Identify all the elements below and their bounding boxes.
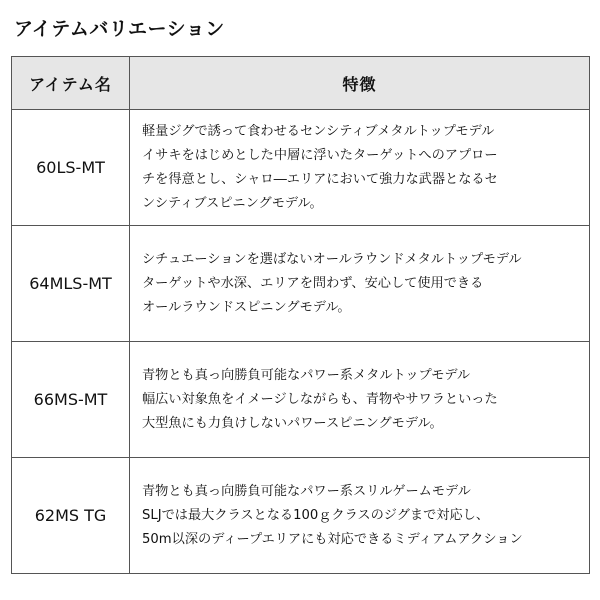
feature-line: 軽量ジグで誘って食わせるセンシティブメタルトップモデル xyxy=(142,123,495,139)
feature-cell xyxy=(130,342,590,458)
item-name-cell: 66MS-MT xyxy=(12,342,130,458)
feature-cell xyxy=(130,226,590,342)
feature-line: 幅広い対象魚をイメージしながらも、青物やサワラといった xyxy=(142,391,498,407)
item-name-cell: 60LS-MT xyxy=(12,110,130,226)
page-title: アイテムバリエーション xyxy=(14,18,225,40)
item-name-cell: 62MS TG xyxy=(12,458,130,574)
header-row xyxy=(12,57,590,110)
table-row xyxy=(12,110,590,226)
feature-line: 青物とも真っ向勝負可能なパワー系メタルトップモデル xyxy=(142,367,471,383)
feature-line: 青物とも真っ向勝負可能なパワー系スリルゲームモデル xyxy=(142,483,471,499)
feature-line: ンシティブスピニングモデル。 xyxy=(142,195,323,211)
table-row xyxy=(12,342,590,458)
feature-line: 50m以深のディープエリアにも対応できるミディアムアクション xyxy=(142,531,523,547)
header-item-name: アイテム名 xyxy=(12,57,130,110)
feature-line: SLJでは最大クラスとなる100ｇクラスのジグまで対応し、 xyxy=(142,507,490,523)
table-row xyxy=(12,458,590,574)
variation-table xyxy=(11,56,590,574)
feature-cell xyxy=(130,110,590,226)
feature-line: 大型魚にも力負けしないパワースピニングモデル。 xyxy=(142,415,443,431)
feature-line: シチュエーションを選ばないオールラウンドメタルトップモデル xyxy=(142,251,522,267)
feature-line: チを得意とし、シャロ―エリアにおいて強力な武器となるセ xyxy=(142,171,498,187)
item-name-cell: 64MLS-MT xyxy=(12,226,130,342)
feature-line: イサキをはじめとした中層に浮いたターゲットへのアプロー xyxy=(142,147,498,163)
table-row xyxy=(12,226,590,342)
feature-line: オールラウンドスピニングモデル。 xyxy=(142,299,351,315)
feature-line: ターゲットや水深、エリアを問わず、安心して使用できる xyxy=(142,275,484,291)
feature-cell xyxy=(130,458,590,574)
header-features: 特徴 xyxy=(130,57,590,110)
